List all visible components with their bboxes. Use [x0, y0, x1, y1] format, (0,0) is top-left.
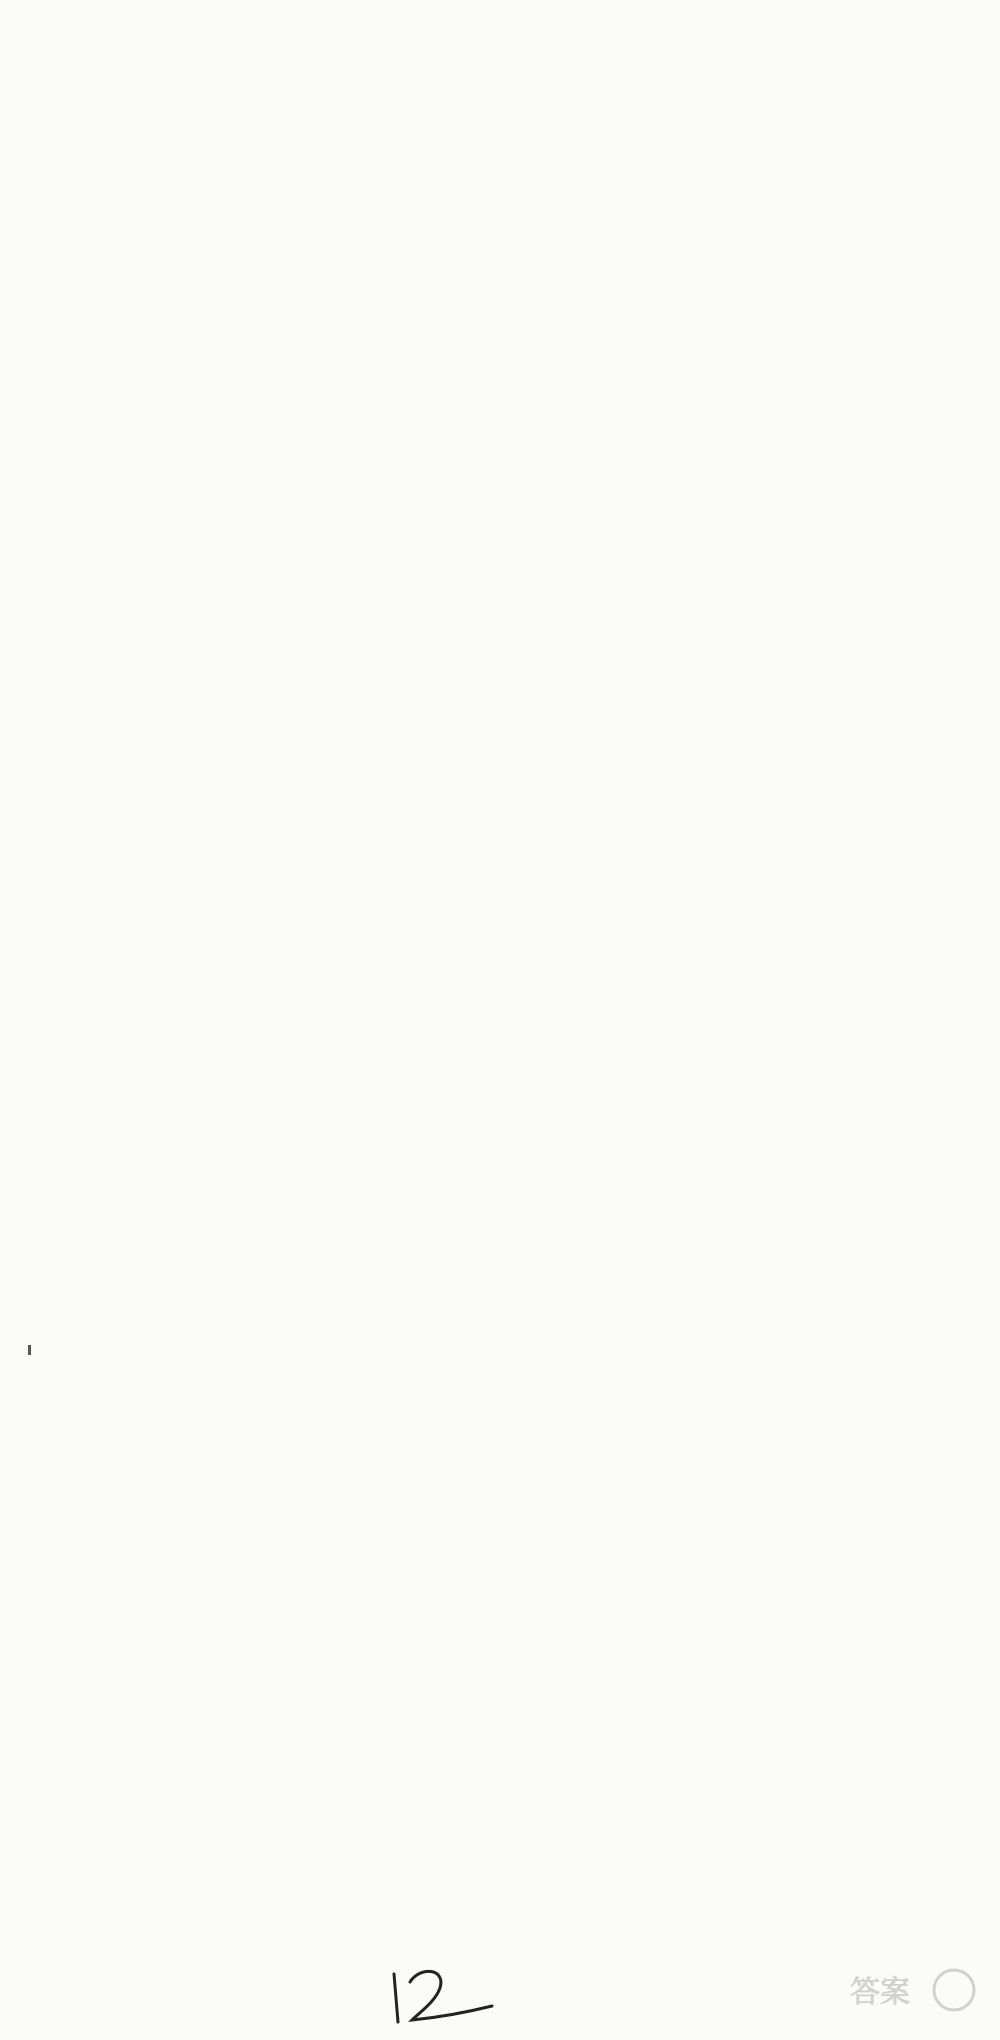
svg-text:答案: 答案	[850, 1975, 910, 2010]
margin-mark	[28, 1345, 31, 1355]
handwritten-number	[380, 1960, 520, 2035]
watermark-logo	[842, 1964, 992, 2034]
